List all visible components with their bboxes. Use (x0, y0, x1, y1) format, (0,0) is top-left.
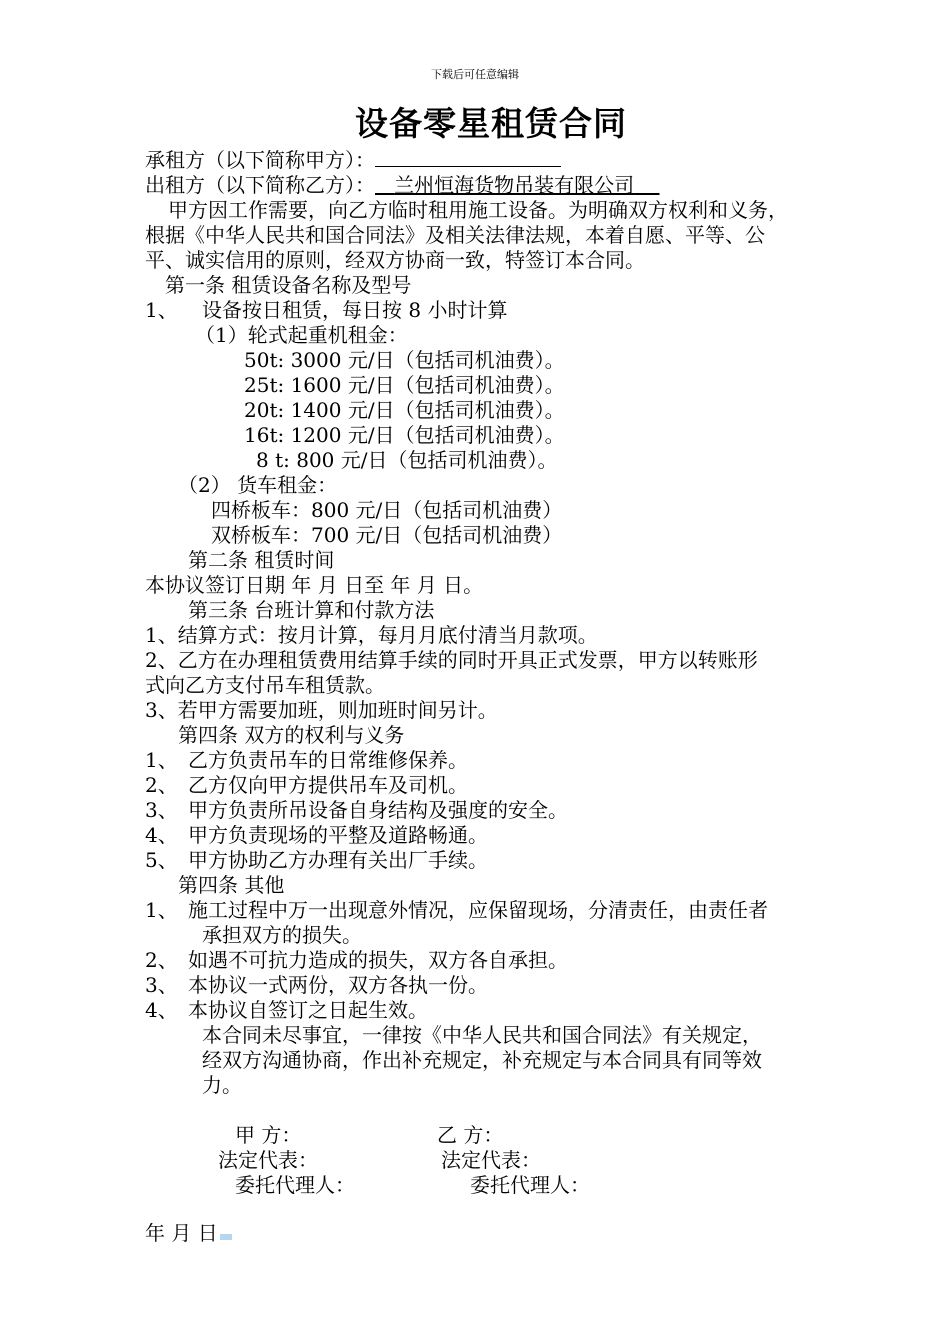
article-5-item-num: 2、 (145, 948, 178, 972)
article-4-item-num: 1、 (145, 748, 178, 772)
article-1-heading: 第一条 租赁设备名称及型号 (165, 273, 412, 297)
article-5-item-text: 本协议自签订之日起生效。 (188, 998, 428, 1022)
article-4-item-text: 乙方仅向甲方提供吊车及司机。 (188, 773, 468, 797)
crane-rate-8t: 8 t: 800 元/日（包括司机油费）。 (256, 448, 558, 472)
article-4-item-num: 4、 (145, 823, 178, 847)
party-a-blank (375, 148, 561, 167)
article-5-heading: 第四条 其他 (178, 873, 285, 897)
article-5-item-num: 4、 (145, 998, 178, 1022)
signature-agent-b: 委托代理人： (470, 1173, 590, 1197)
article-4-item-num: 3、 (145, 798, 178, 822)
text-cursor-mark (220, 1234, 232, 1240)
article-4-item-text: 甲方协助乙方办理有关出厂手续。 (188, 848, 488, 872)
truck-rate-two-axle: 双桥板车：700 元/日（包括司机油费） (211, 523, 563, 547)
article-3-line-1: 1、结算方式：按月计算，每月月底付清当月款项。 (145, 623, 598, 647)
article-3-heading: 第三条 台班计算和付款方法 (188, 598, 435, 622)
article-1-item-1-text: 设备按日租赁，每日按 8 小时计算 (202, 298, 508, 322)
party-a-label: 承租方（以下简称甲方）： (145, 148, 375, 172)
article-5-item-1-continued: 承担双方的损失。 (202, 923, 362, 947)
article-4-item-text: 乙方负责吊车的日常维修保养。 (188, 748, 468, 772)
article-3-line-2: 2、乙方在办理租赁费用结算手续的同时开具正式发票，甲方以转账形 (145, 648, 758, 672)
closing-line-2: 经双方沟通协商，作出补充规定，补充规定与本合同具有同等效 (202, 1048, 762, 1072)
truck-rate-four-axle: 四桥板车：800 元/日（包括司机油费） (211, 498, 563, 522)
signature-legal-rep-a: 法定代表： (218, 1148, 318, 1172)
signature-date: 年 月 日 (145, 1221, 218, 1245)
article-4-item-text: 甲方负责所吊设备自身结构及强度的安全。 (188, 798, 568, 822)
signature-agent-a: 委托代理人： (235, 1173, 355, 1197)
article-1-item-1-num: 1、 (145, 298, 178, 322)
party-b-name: 兰州恒海货物吊装有限公司 (394, 173, 635, 197)
article-3-line-4: 3、若甲方需要加班，则加班时间另计。 (145, 698, 498, 722)
signature-legal-rep-b: 法定代表： (441, 1148, 541, 1172)
intro-line-3: 平、诚实信用的原则，经双方协商一致，特签订本合同。 (145, 248, 645, 272)
intro-line-1: 甲方因工作需要，向乙方临时租用施工设备。为明确双方权利和义务， (168, 198, 788, 222)
article-5-item-1-num: 1、 (145, 898, 178, 922)
article-5-item-text: 如遇不可抗力造成的损失，双方各自承担。 (188, 948, 568, 972)
crane-rate-50t: 50t: 3000 元/日（包括司机油费）。 (244, 348, 565, 372)
article-5-item-text: 本协议一式两份，双方各执一份。 (188, 973, 488, 997)
article-4-item-num: 5、 (145, 848, 178, 872)
crane-rate-25t: 25t: 1600 元/日（包括司机油费）。 (244, 373, 565, 397)
header-note: 下载后可任意编辑 (431, 68, 519, 81)
crane-rate-16t: 16t: 1200 元/日（包括司机油费）。 (244, 423, 565, 447)
document-title: 设备零星租赁合同 (355, 104, 627, 143)
article-3-line-3: 式向乙方支付吊车租赁款。 (145, 673, 385, 697)
article-4-item-num: 2、 (145, 773, 178, 797)
signature-party-b: 乙 方： (437, 1123, 504, 1147)
truck-heading: （2） 货车租金： (178, 473, 338, 497)
closing-line-1: 本合同未尽事宜，一律按《中华人民共和国合同法》有关规定， (202, 1023, 762, 1047)
party-b-label: 出租方（以下简称乙方）： (145, 173, 375, 197)
article-2-text: 本协议签订日期 年 月 日至 年 月 日。 (145, 573, 484, 597)
party-a-line (145, 148, 561, 173)
article-2-heading: 第二条 租赁时间 (188, 548, 335, 572)
party-b-line (145, 173, 660, 198)
crane-rate-20t: 20t: 1400 元/日（包括司机油费）。 (244, 398, 565, 422)
crane-heading: （1）轮式起重机租金： (195, 323, 408, 347)
intro-line-2: 根据《中华人民共和国合同法》及相关法律法规，本着自愿、平等、公 (145, 223, 765, 247)
signature-date-line (145, 1221, 232, 1246)
article-4-heading: 第四条 双方的权利与义务 (178, 723, 405, 747)
article-4-item-text: 甲方负责现场的平整及道路畅通。 (188, 823, 488, 847)
signature-party-a: 甲 方： (235, 1123, 302, 1147)
closing-line-3: 力。 (202, 1073, 242, 1097)
article-5-item-num: 3、 (145, 973, 178, 997)
article-5-item-1-text: 施工过程中万一出现意外情况，应保留现场，分清责任，由责任者 (188, 898, 768, 922)
